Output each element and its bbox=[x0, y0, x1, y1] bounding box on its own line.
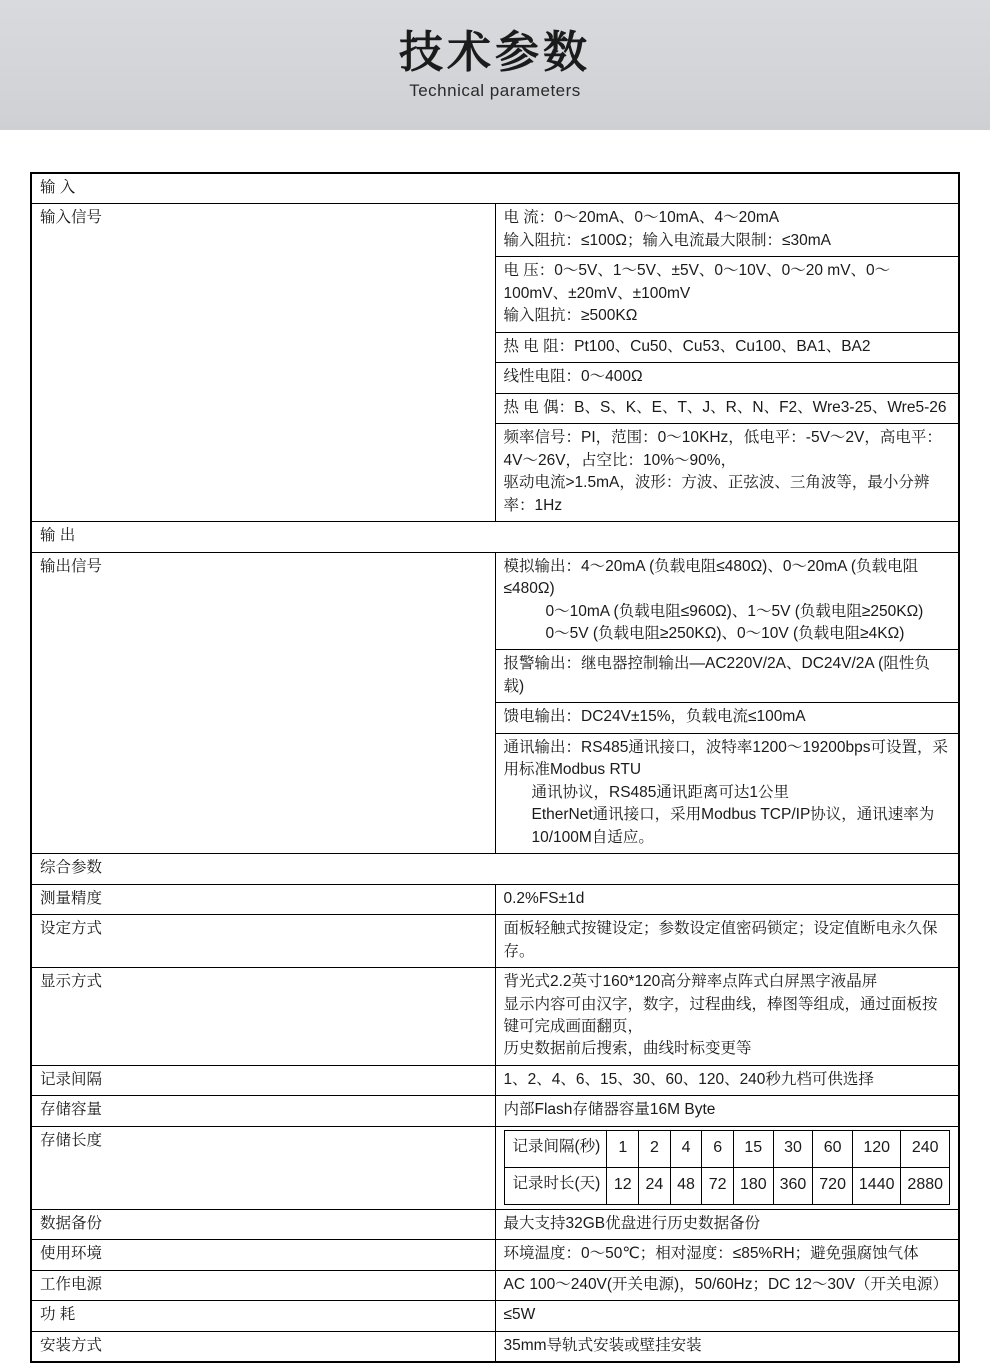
section-header-input: 输 入 bbox=[32, 174, 959, 204]
spec-sheet bbox=[30, 172, 960, 1363]
storage-duration-cell: 24 bbox=[639, 1167, 671, 1204]
output-analog-cell bbox=[495, 552, 959, 650]
output-communication-line2: 通讯协议，RS485通讯距离可达1公里 bbox=[531, 783, 790, 801]
row-label-data-backup: 数据备份 bbox=[32, 1209, 496, 1239]
value-data-backup: 最大支持32GB优盘进行历史数据备份 bbox=[495, 1209, 959, 1239]
page-title: 技术参数 bbox=[399, 27, 591, 77]
storage-interval-cell: 1 bbox=[607, 1130, 639, 1167]
display-mode-line3: 历史数据前后搜索，曲线时标变更等 bbox=[503, 1040, 752, 1058]
value-power-supply: AC 100～240V(开关电源)，50/60Hz；DC 12～30V（开关电源） bbox=[495, 1270, 959, 1300]
storage-interval-header: 记录间隔(秒) bbox=[504, 1130, 607, 1167]
input-current-line1: 电 流：0～20mA、0～10mA、4～20mA bbox=[503, 209, 780, 227]
storage-duration-cell: 12 bbox=[607, 1167, 639, 1204]
input-rtd-cell: 热 电 阻：Pt100、Cu50、Cu53、Cu100、BA1、BA2 bbox=[495, 332, 959, 362]
table-row bbox=[32, 174, 959, 204]
row-label-record-interval: 记录间隔 bbox=[32, 1065, 496, 1095]
table-row bbox=[32, 1331, 959, 1361]
input-voltage-line1: 电 压：0～5V、1～5V、±5V、0～10V、0～20 mV、0～100mV、±20mV、±100mV bbox=[503, 262, 891, 302]
section-header-general: 综合参数 bbox=[32, 854, 959, 884]
storage-duration-cell: 180 bbox=[733, 1167, 773, 1204]
row-label-consumption: 功 耗 bbox=[32, 1301, 496, 1331]
table-row bbox=[32, 1270, 959, 1300]
storage-duration-cell: 72 bbox=[702, 1167, 734, 1204]
output-analog-line2: 0～10mA (负载电阻≤960Ω)、1～5V (负载电阻≥250KΩ) bbox=[545, 602, 924, 620]
table-row bbox=[32, 854, 959, 884]
row-label-accuracy: 测量精度 bbox=[32, 884, 496, 914]
page-subtitle: Technical parameters bbox=[409, 81, 581, 101]
input-frequency-cell bbox=[495, 424, 959, 522]
section-header-output: 输 出 bbox=[32, 522, 959, 552]
storage-interval-cell: 120 bbox=[852, 1130, 900, 1167]
input-frequency-line1: 频率信号：PI，范围：0～10KHz，低电平：-5V～2V，高电平：4V～26V，占空比：10%～90%， bbox=[503, 429, 942, 469]
table-row bbox=[32, 1240, 959, 1270]
value-storage-capacity: 内部Flash存储器容量16M Byte bbox=[495, 1096, 959, 1126]
row-label-display-mode: 显示方式 bbox=[32, 968, 496, 1066]
storage-duration-cell: 360 bbox=[773, 1167, 813, 1204]
specification-table bbox=[31, 173, 959, 1362]
storage-interval-cell: 15 bbox=[733, 1130, 773, 1167]
value-display-mode bbox=[495, 968, 959, 1066]
input-frequency-line2: 驱动电流>1.5mA，波形：方波、正弦波、三角波等，最小分辨率：1Hz bbox=[503, 474, 930, 514]
storage-interval-cell: 30 bbox=[773, 1130, 813, 1167]
row-label-input-signal: 输入信号 bbox=[32, 204, 496, 522]
row-label-power-supply: 工作电源 bbox=[32, 1270, 496, 1300]
output-analog-line3: 0～5V (负载电阻≥250KΩ)、0～10V (负载电阻≥4KΩ) bbox=[545, 624, 905, 642]
table-row bbox=[32, 968, 959, 1066]
storage-interval-cell: 240 bbox=[901, 1130, 950, 1167]
value-storage-length bbox=[495, 1126, 959, 1209]
storage-duration-row bbox=[504, 1167, 950, 1204]
table-row bbox=[32, 884, 959, 914]
output-communication-line1: 通讯输出：RS485通讯接口，波特率1200～19200bps可设置，采用标准Modbus RTU bbox=[503, 738, 948, 779]
storage-duration-header: 记录时长(天) bbox=[504, 1167, 607, 1204]
storage-interval-cell: 2 bbox=[639, 1130, 671, 1167]
table-row bbox=[32, 204, 959, 257]
row-label-storage-length: 存储长度 bbox=[32, 1126, 496, 1209]
storage-interval-cell: 6 bbox=[702, 1130, 734, 1167]
row-label-setting-mode: 设定方式 bbox=[32, 915, 496, 968]
row-label-output-signal: 输出信号 bbox=[32, 552, 496, 854]
storage-interval-cell: 4 bbox=[670, 1130, 702, 1167]
row-label-storage-capacity: 存储容量 bbox=[32, 1096, 496, 1126]
value-environment: 环境温度：0～50℃；相对湿度：≤85%RH；避免强腐蚀气体 bbox=[495, 1240, 959, 1270]
storage-interval-row bbox=[504, 1130, 950, 1167]
table-row bbox=[32, 1096, 959, 1126]
display-mode-line1: 背光式2.2英寸160*120高分辩率点阵式白屏黑字液晶屏 bbox=[503, 973, 878, 991]
table-row bbox=[32, 552, 959, 650]
storage-length-table bbox=[504, 1130, 951, 1205]
table-row bbox=[32, 1065, 959, 1095]
input-voltage-line2: 输入阻抗：≥500KΩ bbox=[503, 307, 638, 325]
page-header bbox=[0, 0, 990, 130]
storage-interval-cell: 60 bbox=[813, 1130, 853, 1167]
storage-duration-cell: 1440 bbox=[852, 1167, 900, 1204]
storage-duration-cell: 720 bbox=[813, 1167, 853, 1204]
output-alarm-cell: 报警输出：继电器控制输出—AC220V/2A、DC24V/2A (阻性负载) bbox=[495, 650, 959, 703]
output-analog-line1: 模拟输出：4～20mA (负载电阻≤480Ω)、0～20mA (负载电阻≤480Ω) bbox=[503, 557, 919, 598]
output-communication-cell bbox=[495, 733, 959, 853]
table-row bbox=[32, 915, 959, 968]
input-thermocouple-cell: 热 电 偶：B、S、K、E、T、J、R、N、F2、Wre3-25、Wre5-26 bbox=[495, 393, 959, 423]
table-row bbox=[32, 1126, 959, 1209]
output-communication-line3: EtherNet通讯接口，采用Modbus TCP/IP协议，通讯速率为10/100M自适应。 bbox=[531, 806, 935, 846]
table-row bbox=[32, 1301, 959, 1331]
value-record-interval: 1、2、4、6、15、30、60、120、240秒九档可供选择 bbox=[495, 1065, 959, 1095]
input-voltage-cell bbox=[495, 257, 959, 332]
value-accuracy: 0.2%FS±1d bbox=[495, 884, 959, 914]
input-current-line2: 输入阻抗：≤100Ω；输入电流最大限制：≤30mA bbox=[503, 231, 831, 249]
storage-duration-cell: 48 bbox=[670, 1167, 702, 1204]
input-current-cell bbox=[495, 204, 959, 257]
row-label-environment: 使用环境 bbox=[32, 1240, 496, 1270]
value-setting-mode: 面板轻触式按键设定；参数设定值密码锁定；设定值断电永久保存。 bbox=[495, 915, 959, 968]
value-installation: 35mm导轨式安装或壁挂安装 bbox=[495, 1331, 959, 1361]
display-mode-line2: 显示内容可由汉字，数字，过程曲线，棒图等组成，通过面板按键可完成画面翻页， bbox=[503, 995, 938, 1035]
row-label-installation: 安装方式 bbox=[32, 1331, 496, 1361]
value-consumption: ≤5W bbox=[495, 1301, 959, 1331]
storage-duration-cell: 2880 bbox=[901, 1167, 950, 1204]
output-feed-power-cell: 馈电输出：DC24V±15%，负载电流≤100mA bbox=[495, 703, 959, 733]
table-row bbox=[32, 522, 959, 552]
table-row bbox=[32, 1209, 959, 1239]
input-linear-resistance-cell: 线性电阻：0～400Ω bbox=[495, 363, 959, 393]
